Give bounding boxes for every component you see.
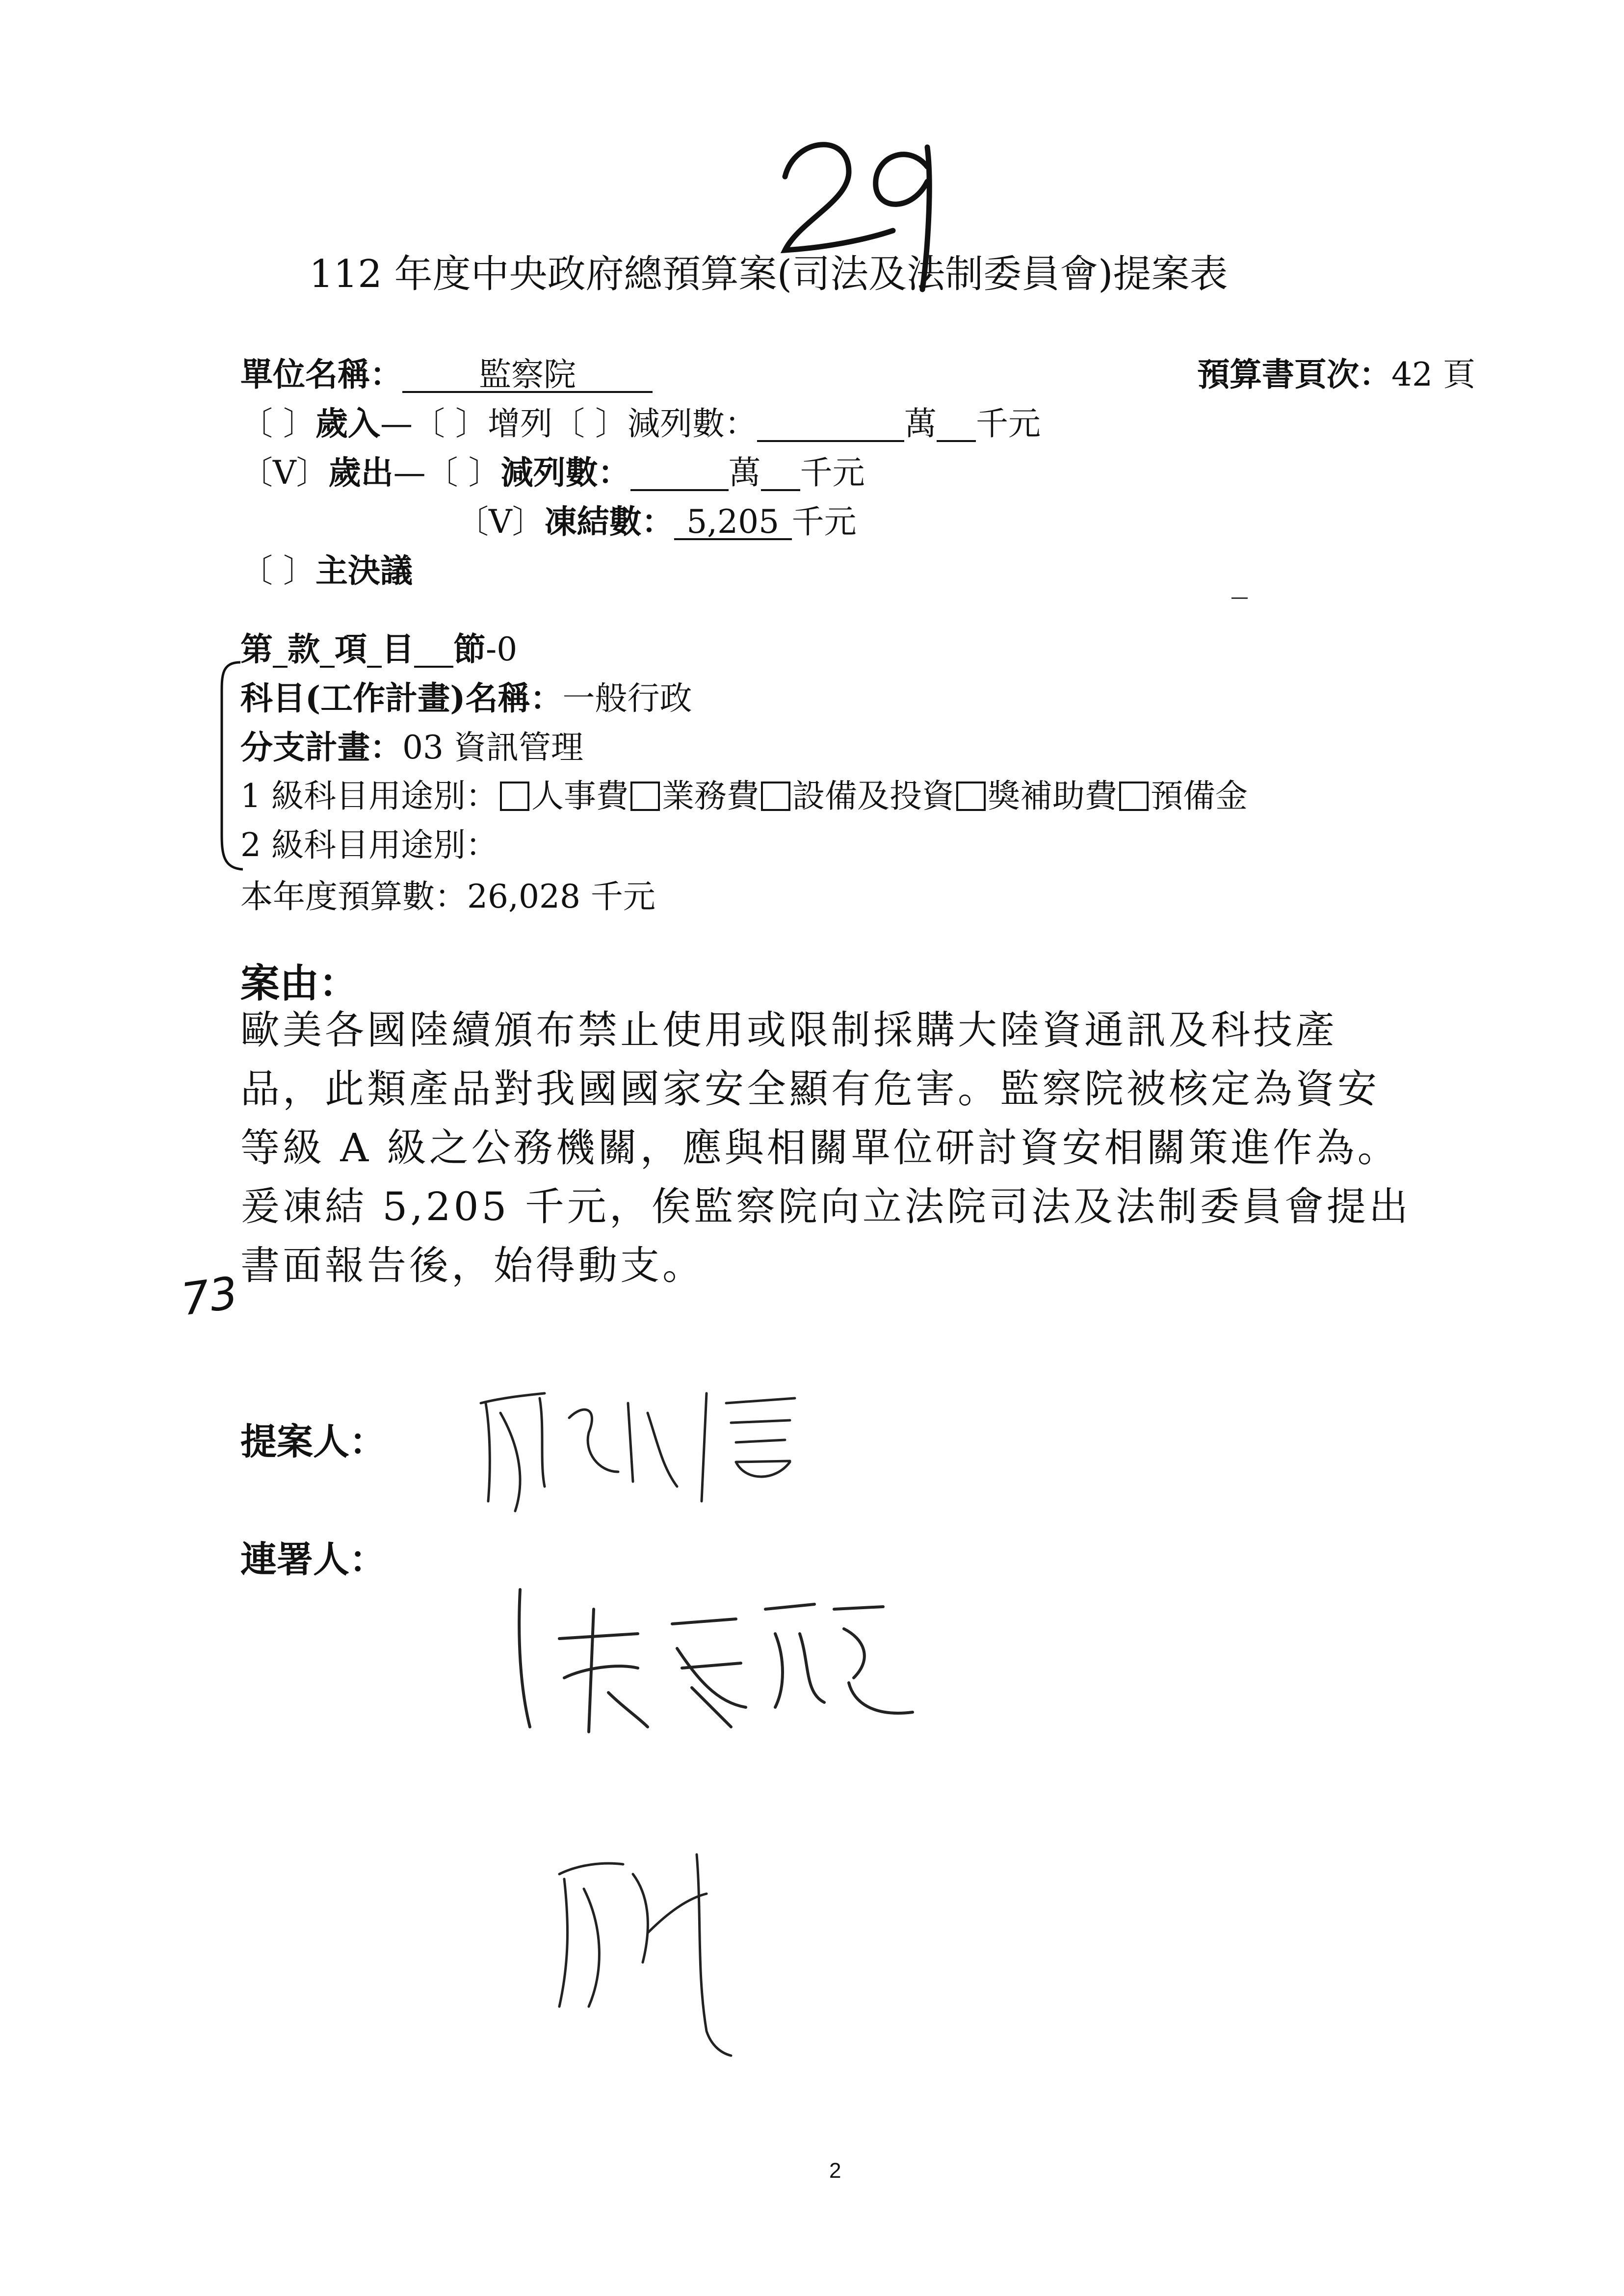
level1-option-equipment: 設備及投資: [792, 777, 954, 815]
page-title: 112 年度中央政府總預算案(司法及法制委員會)提案表: [309, 252, 1228, 296]
revenue-dash: —: [380, 405, 413, 443]
reason-line-2: 品，此類產品對我國國家安全顯有危害。監察院被核定為資安: [240, 1066, 1380, 1112]
expenditure-qian-blank: [761, 457, 800, 491]
program-colon: ：: [530, 679, 563, 717]
unit-value: 監察院: [402, 359, 653, 393]
branch-label: 分支計畫: [240, 728, 370, 766]
page-number: 2: [829, 2159, 841, 2183]
expenditure-wan-blank: [630, 457, 729, 491]
level1-checkbox-reserve: [1119, 782, 1149, 811]
level1-option-personnel: 人事費: [531, 777, 629, 815]
section-di: 第: [240, 630, 273, 668]
reason-line-1: 歐美各國陸續頒布禁止使用或限制採購大陸資通訊及科技產: [240, 1007, 1337, 1053]
unit-row: [240, 355, 653, 393]
annual-budget-label: 本年度預算數：: [240, 878, 467, 915]
budget-page-label: 預算書頁次：: [1197, 355, 1391, 393]
level1-row: [240, 777, 1248, 815]
cosigner-signature-2: [550, 1845, 756, 2061]
reason-heading: 案由：: [240, 960, 358, 1006]
budget-page-row: [1197, 355, 1475, 393]
section-row: [240, 630, 518, 668]
revenue-wan: 萬: [904, 405, 937, 443]
expenditure-wan: 萬: [728, 454, 761, 492]
revenue-decrease-text: 減列數：: [627, 405, 757, 443]
expenditure-dash: —: [393, 454, 426, 492]
expenditure-checkbox: 〔V〕: [240, 454, 329, 492]
revenue-checkbox: 〔 〕: [240, 405, 315, 443]
main-resolution-label: 主決議: [315, 551, 413, 590]
section-xiang: 項: [335, 630, 367, 668]
level1-checkbox-equipment: [761, 782, 790, 811]
freeze-label: 凍結數：: [544, 502, 674, 541]
expenditure-decrease-checkbox: 〔 〕: [425, 454, 501, 492]
reason-line-4: 爰凍結 5,205 千元，俟監察院向立法院司法及法制委員會提出: [240, 1184, 1411, 1229]
level2-label: 2 級科目用途別：: [240, 826, 498, 864]
program-value: 一般行政: [562, 679, 692, 717]
main-resolution-checkbox: 〔 〕: [240, 552, 315, 590]
section-kuan: 款: [288, 630, 320, 668]
revenue-increase-checkbox: 〔 〕: [412, 405, 488, 443]
section-blank-2: [320, 633, 335, 668]
section-blank-3: [367, 633, 382, 668]
section-jie: 節: [453, 630, 486, 668]
branch-row: [240, 728, 583, 766]
revenue-qian: 千元: [975, 405, 1041, 443]
section-mu: 目: [382, 630, 414, 668]
margin-note: 73: [178, 1267, 241, 1326]
freeze-row: [456, 502, 857, 541]
reason-line-5: 書面報告後，始得動支。: [240, 1243, 705, 1288]
revenue-qian-blank: [937, 408, 976, 442]
freeze-value: 5,205: [674, 506, 792, 540]
section-blank-4: [414, 633, 453, 668]
level1-option-subsidy: 獎補助費: [987, 777, 1117, 815]
level1-option-operations: 業務費: [661, 777, 759, 815]
stray-mark: _: [1231, 561, 1248, 599]
revenue-label: 歲入: [315, 404, 380, 443]
expenditure-label: 歲出: [328, 453, 393, 492]
freeze-checkbox: 〔V〕: [456, 503, 545, 541]
section-suffix: -0: [486, 630, 518, 668]
annual-budget-row: [240, 878, 655, 915]
branch-value: 03 資訊管理: [402, 729, 583, 766]
expenditure-decrease-text: 減列數：: [500, 453, 630, 492]
revenue-row: [240, 404, 1041, 443]
level1-option-reserve: 預備金: [1150, 777, 1248, 815]
annual-budget-value: 26,028 千元: [467, 878, 655, 915]
branch-colon: ：: [370, 728, 402, 766]
level2-row: [240, 826, 498, 864]
level1-checkbox-subsidy: [956, 782, 986, 811]
proposer-signature: [471, 1374, 824, 1521]
main-resolution-row: [240, 551, 413, 590]
level1-label: 1 級科目用途別：: [240, 777, 498, 815]
level1-checkbox-personnel: [500, 782, 529, 811]
program-row: [240, 679, 692, 717]
reason-line-3: 等級 A 級之公務機關，應與相關單位研討資安相關策進作為。: [240, 1125, 1400, 1171]
expenditure-qian: 千元: [800, 454, 865, 492]
budget-page-value: 42 頁: [1391, 356, 1475, 393]
expenditure-row: [240, 453, 865, 492]
revenue-wan-blank: [757, 408, 904, 442]
freeze-unit: 千元: [791, 503, 857, 541]
proposer-label: 提案人：: [240, 1421, 386, 1463]
level1-checkbox-operations: [630, 782, 660, 811]
revenue-increase-text: 增列: [487, 405, 552, 443]
revenue-decrease-checkbox: 〔 〕: [552, 405, 628, 443]
program-label: 科目(工作計畫)名稱: [240, 679, 530, 717]
unit-label: 單位名稱：: [240, 355, 402, 393]
section-blank-1: [273, 633, 288, 668]
cosigner-label: 連署人：: [240, 1539, 386, 1581]
cosigner-signature-1: [510, 1580, 922, 1747]
